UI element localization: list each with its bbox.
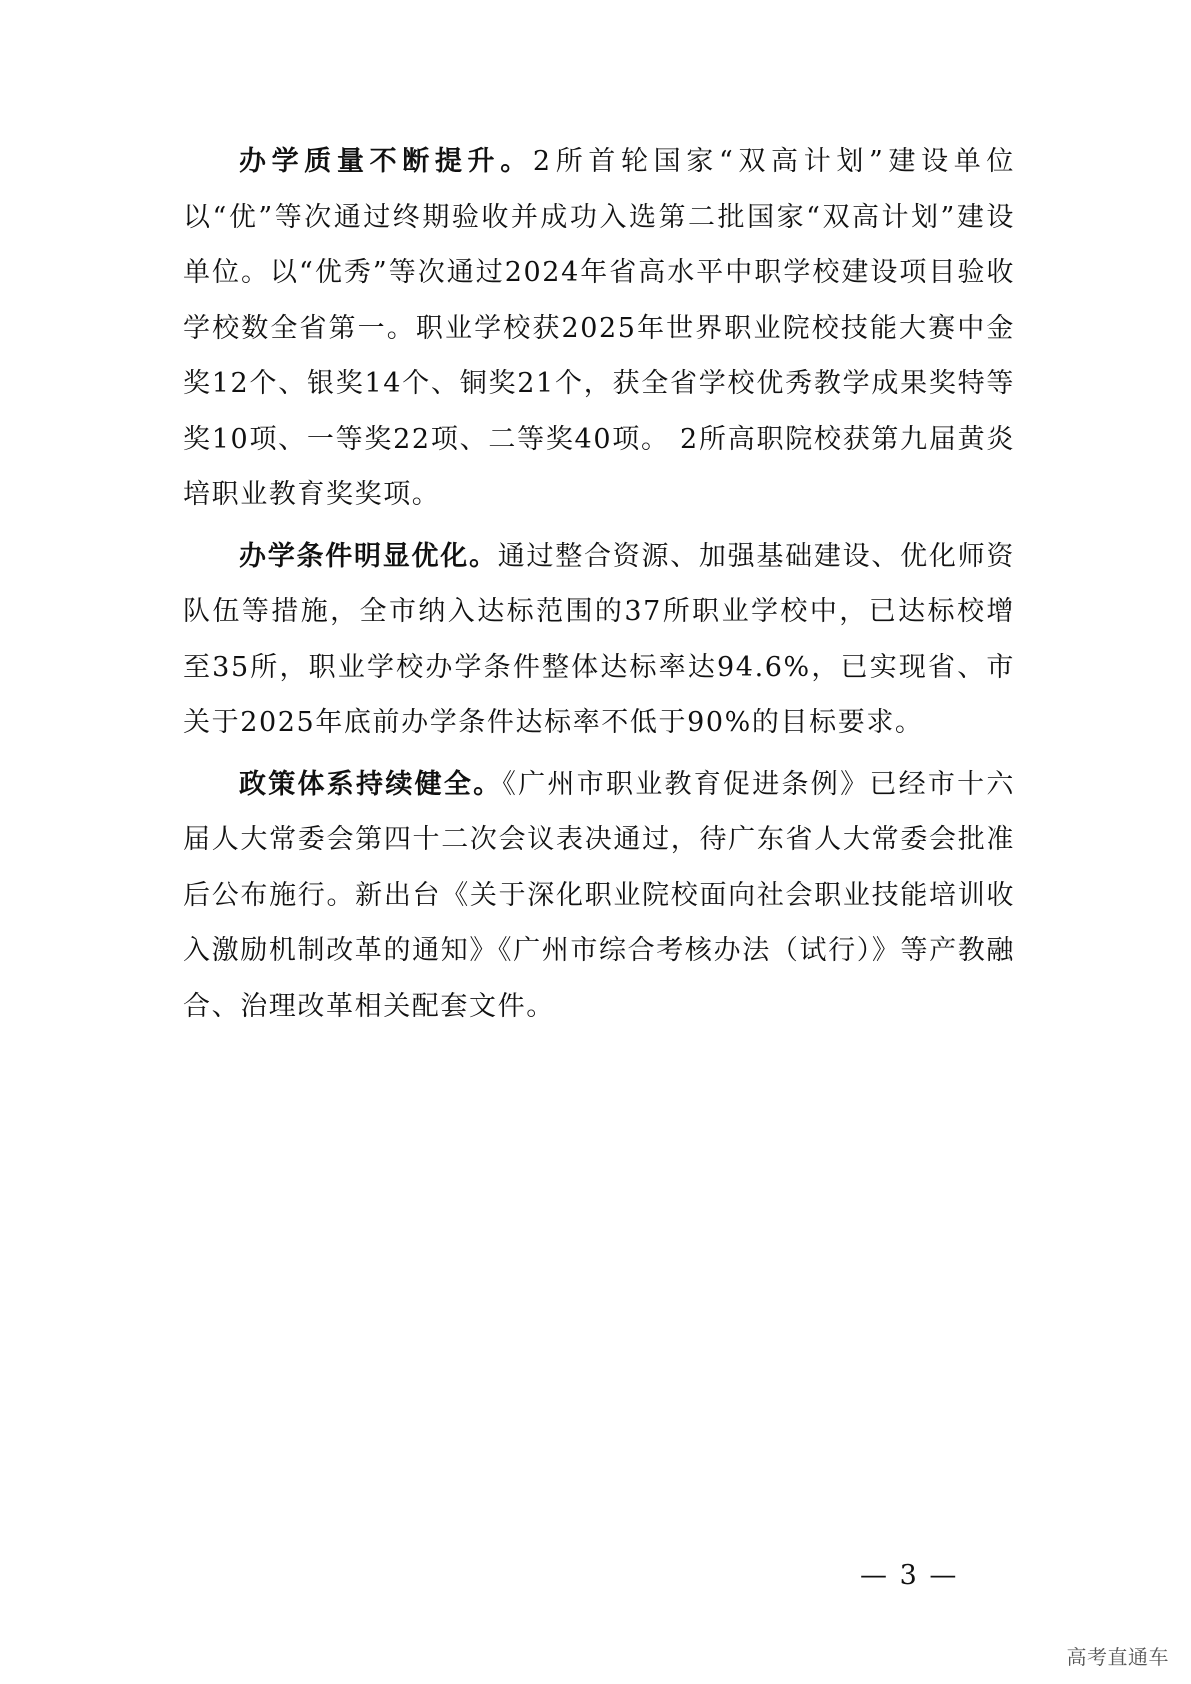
paragraph-education-quality — [183, 134, 1015, 523]
paragraph-policy-system — [183, 757, 1015, 1035]
body-text — [183, 134, 1015, 1040]
paragraph-text: 2所首轮国家“双高计划”建设单位以“优”等次通过终期验收并成功入选第二批国家“双高计划”建设单位。以“优秀”等次通过2024年省高水平中职学校建设项目验收学校数全省第一。职业学校获2025年世界职业院校技能大赛中金奖12个、银奖14个、铜奖21个，获全省学校优秀教学成果奖特等奖10项、一等奖22项、二等奖40项。 2所高职院校获第九届黄炎培职业教育奖奖项。 — [183, 146, 1015, 510]
paragraph-text: 通过整合资源、加强基础建设、优化师资队伍等措施，全市纳入达标范围的37所职业学校中，已达标校增至35所，职业学校办学条件整体达标率达94.6%，已实现省、市关于2025年底前办学条件达标率不低于90%的目标要求。 — [183, 540, 1015, 738]
paragraph-heading: 办学条件明显优化。 — [239, 540, 498, 572]
paragraph-text: 《广州市职业教育促进条例》已经市十六届人大常委会第四十二次会议表决通过，待广东省人大常委会批准后公布施行。新出台《关于深化职业院校面向社会职业技能培训收入激励机制改革的通知》《广州市综合考核办法（试行）》等产教融合、治理改革相关配套文件。 — [183, 768, 1015, 1022]
watermark: 高考直通车 — [1066, 1645, 1169, 1669]
paragraph-heading: 政策体系持续健全。 — [239, 768, 503, 800]
paragraph-school-conditions — [183, 529, 1015, 751]
paragraph-heading: 办学质量不断提升。 — [239, 146, 533, 177]
page-number: — 3 — — [860, 1560, 959, 1591]
